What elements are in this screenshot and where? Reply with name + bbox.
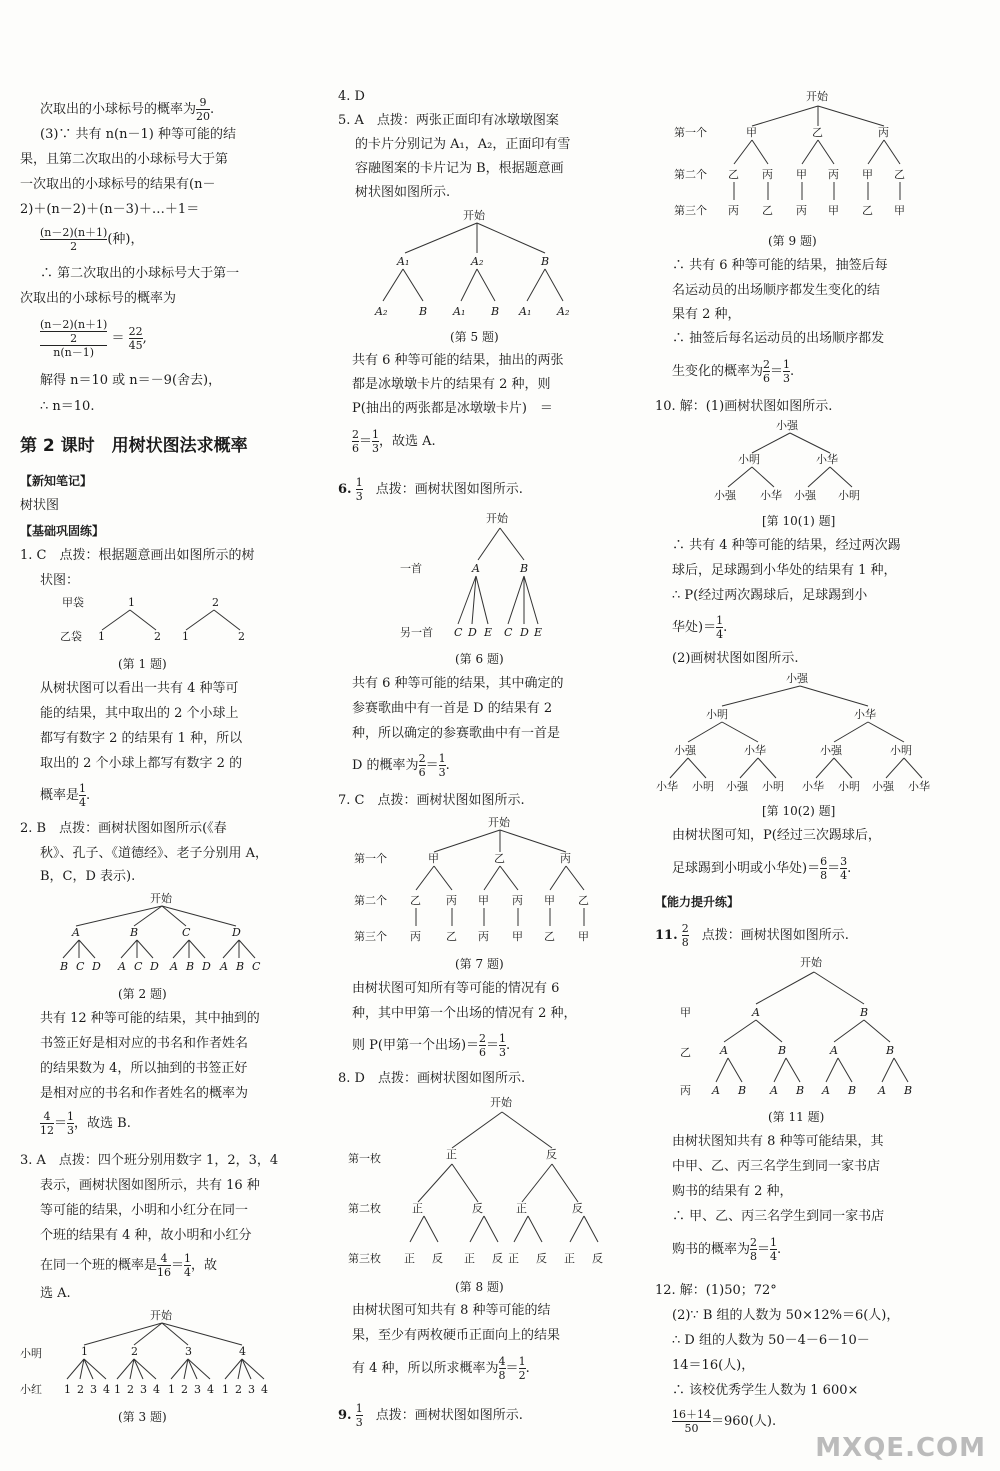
text-line: (2)∵ B 组的人数为 50×12%＝6(人)， [672, 1308, 900, 1323]
svg-text:小华: 小华 [656, 780, 678, 793]
text-line: 能的结果，其中取出的 2 个小球上 [40, 706, 239, 721]
watermark-logo: MXQE.COM [815, 1433, 986, 1463]
svg-text:小明: 小明 [762, 780, 784, 793]
question-11: 11. $\frac{2}{8}$ 点拨：画树状图如图所示. [655, 922, 849, 949]
svg-text:2: 2 [154, 630, 161, 643]
question-5: 5. A 点拨：两张正面印有冰墩墩图案 [338, 113, 559, 128]
svg-text:A: A [712, 1084, 720, 1097]
svg-text:A₁: A₁ [397, 255, 410, 268]
svg-text:3: 3 [140, 1383, 147, 1396]
svg-text:A: A [118, 960, 126, 973]
svg-text:开始: 开始 [806, 90, 828, 103]
svg-text:正: 正 [516, 1202, 527, 1215]
svg-text:甲: 甲 [680, 1006, 691, 1019]
svg-text:小明: 小明 [838, 780, 860, 793]
svg-text:小华: 小华 [908, 780, 930, 793]
svg-text:反: 反 [432, 1252, 443, 1265]
svg-text:E: E [534, 626, 543, 639]
figure-caption: (第 2 题) [118, 987, 167, 1001]
figure-caption: [第 10(1) 题] [762, 514, 836, 528]
tree-diagram-q7 [352, 812, 602, 947]
svg-text:乙: 乙 [762, 204, 773, 217]
svg-text:B: B [419, 305, 428, 318]
text-line: 共有 12 种等可能的结果，其中抽到的 [40, 1011, 260, 1026]
svg-text:A₁: A₁ [519, 305, 532, 318]
svg-text:反: 反 [472, 1202, 483, 1215]
svg-text:开始: 开始 [490, 1096, 512, 1109]
svg-text:正: 正 [508, 1252, 519, 1265]
svg-text:丙: 丙 [728, 204, 739, 217]
text-line: $\frac{2}{6}$ ＝ $\frac{1}{3}$ ，故选 A. [352, 428, 436, 455]
svg-text:A: A [752, 1006, 760, 1019]
svg-text:乙: 乙 [894, 168, 905, 181]
svg-text:B: B [738, 1084, 747, 1097]
tree-diagram-q8 [346, 1092, 606, 1272]
svg-text:开始: 开始 [488, 816, 510, 829]
text-line: D 的概率为 $\frac{2}{6}$ ＝ $\frac{1}{3}$ . [352, 752, 450, 779]
text-line: ∴ 抽签后每名运动员的出场顺序都发 [672, 331, 885, 346]
svg-text:小强: 小强 [674, 744, 696, 757]
svg-text:开始: 开始 [800, 956, 822, 969]
question-6: 6. $\frac{1}{3}$ 点拨：画树状图如图所示. [338, 476, 523, 503]
svg-text:D: D [92, 960, 101, 973]
text-line: 参赛歌曲中有一首是 D 的结果有 2 [352, 701, 553, 716]
svg-text:开始: 开始 [486, 512, 508, 525]
question-4: 4. D [338, 89, 365, 104]
svg-text:乙: 乙 [728, 168, 739, 181]
text-line: 共有 6 种等可能的结果，其中确定的 [352, 676, 564, 691]
svg-text:甲: 甲 [862, 168, 873, 181]
svg-text:E: E [484, 626, 493, 639]
svg-text:1: 1 [168, 1383, 175, 1396]
svg-text:A: A [822, 1084, 830, 1097]
svg-text:4: 4 [153, 1383, 160, 1396]
text-line: 生变化的概率为 $\frac{2}{6}$ ＝ $\frac{1}{3}$ . [672, 358, 795, 385]
svg-text:1: 1 [182, 630, 189, 643]
svg-text:第三个: 第三个 [354, 930, 387, 943]
svg-text:反: 反 [492, 1252, 503, 1265]
svg-text:1: 1 [64, 1383, 71, 1396]
text-line: ∴ 共有 4 种等可能的结果，经过两次踢 [672, 538, 901, 553]
text-line: 表示，画树状图如图所示，共有 16 种 [40, 1178, 260, 1193]
svg-text:开始: 开始 [150, 1309, 172, 1322]
text-line: 树状图如图所示. [355, 185, 451, 200]
tree-diagram-q6 [398, 508, 578, 643]
figure-caption: (第 9 题) [768, 234, 817, 248]
question-9: 9. $\frac{1}{3}$ 点拨：画树状图如图所示. [338, 1402, 523, 1429]
svg-text:正: 正 [412, 1202, 423, 1215]
svg-text:A₂: A₂ [375, 305, 388, 318]
figure-caption: (第 6 题) [455, 652, 504, 666]
svg-text:B: B [904, 1084, 913, 1097]
tree-diagram-q10-2 [650, 668, 990, 798]
svg-text:正: 正 [464, 1252, 475, 1265]
svg-text:正: 正 [564, 1252, 575, 1265]
svg-text:A: A [770, 1084, 778, 1097]
text-line: 由树状图可知共有 8 种等可能的结 [352, 1303, 551, 1318]
svg-text:丙: 丙 [680, 1084, 691, 1097]
svg-text:A: A [720, 1044, 728, 1057]
svg-text:小明: 小明 [838, 489, 860, 502]
svg-text:B: B [886, 1044, 895, 1057]
svg-text:乙: 乙 [812, 126, 823, 139]
svg-text:甲: 甲 [478, 894, 489, 907]
text-line: 足球踢到小明或小华处)＝ $\frac{6}{8}$ ＝ $\frac{3}{4}$ . [672, 855, 852, 882]
tree-diagram-q9 [672, 86, 922, 221]
text-line: $\frac{4}{12}$ ＝ $\frac{1}{3}$ ，故选 B. [40, 1110, 131, 1137]
svg-text:第一个: 第一个 [674, 126, 707, 139]
figure-caption: (第 1 题) [118, 657, 167, 671]
text-line: $\frac{16+14}{50}$ ＝960(人). [672, 1408, 777, 1435]
text-line: 则 P(甲第一个出场)＝ $\frac{2}{6}$ ＝ $\frac{1}{3}$ . [352, 1032, 511, 1059]
tree-diagram-q2 [50, 888, 280, 978]
svg-text:3: 3 [185, 1345, 192, 1358]
text-line: 选 A. [40, 1286, 71, 1301]
svg-text:A: A [220, 960, 228, 973]
text-line: 容融图案的卡片记为 B，根据题意画 [355, 161, 564, 176]
svg-text:第二枚: 第二枚 [348, 1202, 381, 1215]
svg-text:丙: 丙 [796, 204, 807, 217]
svg-text:甲: 甲 [544, 894, 555, 907]
svg-text:丙: 丙 [878, 126, 889, 139]
text-line: 等可能的结果，小明和小红分在同一 [40, 1203, 249, 1218]
svg-text:一首: 一首 [400, 562, 422, 575]
svg-text:甲: 甲 [894, 204, 905, 217]
question-10: 10. 解：(1)画树状图如图所示. [655, 399, 833, 414]
svg-text:第二个: 第二个 [354, 894, 387, 907]
svg-text:小红: 小红 [20, 1383, 42, 1396]
text-line: 都写有数字 2 的结果有 1 种，所以 [40, 731, 243, 746]
text-line: 共有 6 种等可能的结果，抽出的两张 [352, 353, 564, 368]
svg-text:小强: 小强 [726, 780, 748, 793]
svg-text:D: D [520, 626, 529, 639]
basic-practice-label: 【基础巩固练】 [20, 524, 105, 538]
svg-text:小强: 小强 [872, 780, 894, 793]
text-line: P(抽出的两张都是冰墩墩卡片) ＝ [352, 401, 553, 416]
text-line: 树状图 [20, 498, 60, 513]
svg-text:3: 3 [90, 1383, 97, 1396]
tree-diagram-q11 [678, 952, 928, 1102]
svg-text:小强: 小强 [820, 744, 842, 757]
question-8: 8. D 点拨：画树状图如图所示. [338, 1071, 526, 1086]
svg-text:1: 1 [98, 630, 105, 643]
svg-text:乙: 乙 [680, 1046, 691, 1059]
svg-text:乙: 乙 [410, 894, 421, 907]
text-line: 状图： [40, 573, 80, 588]
svg-text:甲: 甲 [746, 126, 757, 139]
svg-text:2: 2 [77, 1383, 84, 1396]
svg-text:甲: 甲 [512, 930, 523, 943]
svg-text:小华: 小华 [816, 453, 838, 466]
text-line: ∴ P(经过两次踢球后，足球踢到小 [672, 588, 868, 603]
text-line: 由树状图可知所有等可能的情况有 6 [352, 981, 560, 996]
svg-text:C: C [182, 926, 191, 939]
text-line: 14＝16(人)， [672, 1358, 755, 1373]
svg-text:A₂: A₂ [557, 305, 570, 318]
svg-text:A₂: A₂ [471, 255, 484, 268]
svg-text:丙: 丙 [762, 168, 773, 181]
svg-text:A₁: A₁ [453, 305, 466, 318]
svg-text:C: C [134, 960, 143, 973]
svg-text:丙: 丙 [410, 930, 421, 943]
text-line: 次取出的小球标号的概率为 $\frac{9}{20}$ . [40, 96, 215, 123]
text-line: ∴ 该校优秀学生人数为 1 600× [672, 1383, 859, 1398]
svg-text:甲: 甲 [828, 204, 839, 217]
svg-text:2: 2 [235, 1383, 242, 1396]
svg-text:乙: 乙 [578, 894, 589, 907]
svg-text:开始: 开始 [150, 892, 172, 905]
text-line: 中甲、乙、丙三名学生到同一家书店 [672, 1159, 881, 1174]
tree-diagram-q10-1 [700, 415, 900, 505]
text-line: ∴ 甲、乙、丙三名学生到同一家书店 [672, 1209, 885, 1224]
text-line: 2)＋(n－2)＋(n－3)＋…＋1＝ [20, 202, 200, 217]
svg-text:小强: 小强 [776, 419, 798, 432]
svg-text:C: C [454, 626, 463, 639]
text-line: ∴ n＝10. [40, 399, 95, 414]
svg-text:甲: 甲 [796, 168, 807, 181]
text-line: 的结果数为 4，所以抽到的书签正好 [40, 1061, 248, 1076]
svg-text:1: 1 [222, 1383, 229, 1396]
text-line: $\frac{(n-2)(n+1)}{2}$ (种)， [40, 226, 144, 253]
svg-text:A: A [472, 562, 480, 575]
svg-text:丙: 丙 [512, 894, 523, 907]
svg-text:第一枚: 第一枚 [348, 1152, 381, 1165]
svg-text:3: 3 [194, 1383, 201, 1396]
text-line: 华处)＝ $\frac{1}{4}$ . [672, 614, 728, 641]
svg-text:第二个: 第二个 [674, 168, 707, 181]
svg-text:反: 反 [572, 1202, 583, 1215]
text-line: 个班的结果有 4 种，故小明和小红分 [40, 1228, 252, 1243]
text-line: 名运动员的出场顺序都发生变化的结 [672, 283, 881, 298]
svg-text:B: B [186, 960, 195, 973]
text-line: 从树状图可以看出一共有 4 种等可 [40, 681, 239, 696]
text-line: ∴ 共有 6 种等可能的结果，抽签后每 [672, 258, 888, 273]
text-line: 的卡片分别记为 A₁，A₂，正面印有雪 [355, 137, 571, 152]
svg-text:4: 4 [207, 1383, 214, 1396]
svg-text:B: B [860, 1006, 869, 1019]
svg-text:4: 4 [239, 1345, 246, 1358]
svg-text:1: 1 [81, 1345, 88, 1358]
svg-text:小强: 小强 [794, 489, 816, 502]
text-line: 是相对应的书名和作者姓名的概率为 [40, 1086, 249, 1101]
text-line: (3)∵ 共有 n(n－1) 种等可能的结 [40, 127, 236, 142]
svg-text:反: 反 [546, 1148, 557, 1161]
svg-text:甲: 甲 [578, 930, 589, 943]
question-3: 3. A 点拨：四个班分别用数字 1，2，3，4 [20, 1153, 279, 1168]
svg-text:B: B [491, 305, 500, 318]
text-line: 果有 2 种， [672, 307, 741, 322]
svg-text:反: 反 [592, 1252, 603, 1265]
svg-text:甲袋: 甲袋 [62, 596, 84, 609]
text-line: (2)画树状图如图所示. [672, 651, 799, 666]
svg-text:开始: 开始 [463, 209, 485, 222]
text-line: 概率是 $\frac{1}{4}$ . [40, 782, 91, 809]
svg-text:小华: 小华 [760, 489, 782, 502]
svg-text:B: B [60, 960, 69, 973]
svg-text:正: 正 [404, 1252, 415, 1265]
svg-text:B: B [541, 255, 550, 268]
section-heading: 第 2 课时 用树状图法求概率 [20, 436, 248, 456]
text-line: 由树状图可知，P(经过三次踢球后， [672, 828, 881, 843]
svg-text:3: 3 [248, 1383, 255, 1396]
svg-text:另一首: 另一首 [400, 626, 433, 639]
svg-text:D: D [468, 626, 477, 639]
svg-text:2: 2 [238, 630, 245, 643]
text-line: 种，所以确定的参赛歌曲中有一首是 [352, 726, 561, 741]
svg-text:小华: 小华 [744, 744, 766, 757]
svg-text:乙: 乙 [446, 930, 457, 943]
text-line: ∴ D 组的人数为 50－4－6－10－ [672, 1333, 870, 1348]
question-2: 2. B 点拨：画树状图如图所示(《春 [20, 821, 227, 836]
tree-diagram-q1 [40, 592, 290, 652]
svg-text:A: A [878, 1084, 886, 1097]
text-line: 都是冰墩墩卡片的结果有 2 种，则 [352, 377, 551, 392]
svg-text:小明: 小明 [692, 780, 714, 793]
tree-diagram-q5 [365, 205, 595, 325]
figure-caption: (第 7 题) [455, 957, 504, 971]
text-line: 购书的结果有 2 种， [672, 1184, 793, 1199]
figure-caption: [第 10(2) 题] [762, 804, 836, 818]
svg-text:C: C [76, 960, 85, 973]
svg-text:小明: 小明 [20, 1347, 42, 1360]
figure-caption: (第 11 题) [768, 1110, 825, 1124]
text-line: 果，且第二次取出的小球标号大于第 [20, 152, 229, 167]
svg-text:A: A [830, 1044, 838, 1057]
svg-text:乙: 乙 [544, 930, 555, 943]
svg-text:2: 2 [212, 596, 219, 609]
text-line: 种，其中甲第一个出场的情况有 2 种， [352, 1006, 577, 1021]
text-line: 在同一个班的概率是 $\frac{4}{16}$ ＝ $\frac{1}{4}$ ，故 [40, 1252, 218, 1279]
svg-text:4: 4 [261, 1383, 268, 1396]
svg-text:D: D [202, 960, 211, 973]
svg-text:丙: 丙 [446, 894, 457, 907]
svg-text:乙袋: 乙袋 [60, 630, 82, 643]
svg-text:B: B [520, 562, 529, 575]
svg-text:B: B [848, 1084, 857, 1097]
text-line: 取出的 2 个小球上都写有数字 2 的 [40, 756, 243, 771]
text-line: 一次取出的小球标号的结果有(n－ [20, 177, 216, 192]
text-line: 由树状图知共有 8 种等可能结果，其 [672, 1134, 884, 1149]
new-note-label: 【新知笔记】 [20, 474, 93, 488]
svg-text:丙: 丙 [828, 168, 839, 181]
question-12: 12. 解：(1)50；72° [655, 1283, 777, 1298]
figure-caption: (第 8 题) [455, 1280, 504, 1294]
svg-text:小华: 小华 [854, 708, 876, 721]
svg-text:D: D [232, 926, 241, 939]
svg-text:小强: 小强 [786, 672, 808, 685]
fraction-expression: (n－2)(n＋1) 2 n(n－1) ＝ $\frac{22}{45}$ , [40, 318, 147, 359]
tree-diagram-q3 [20, 1305, 290, 1400]
svg-text:4: 4 [103, 1383, 110, 1396]
svg-text:小华: 小华 [802, 780, 824, 793]
svg-text:小明: 小明 [706, 708, 728, 721]
svg-text:正: 正 [446, 1148, 457, 1161]
svg-text:1: 1 [128, 596, 135, 609]
svg-text:乙: 乙 [862, 204, 873, 217]
svg-text:第三枚: 第三枚 [348, 1252, 381, 1265]
text-line: B，C，D 表示). [40, 869, 136, 884]
text-line: 球后，足球踢到小华处的结果有 1 种， [672, 563, 897, 578]
svg-text:A: A [72, 926, 80, 939]
svg-text:A: A [170, 960, 178, 973]
text-line: 解得 n＝10 或 n＝－9(舍去)， [40, 373, 222, 388]
svg-text:反: 反 [536, 1252, 547, 1265]
svg-text:小明: 小明 [738, 453, 760, 466]
svg-text:C: C [504, 626, 513, 639]
ability-practice-label: 【能力提升练】 [655, 895, 740, 909]
text-line: ∴ 第二次取出的小球标号大于第一 [40, 266, 240, 281]
svg-text:2: 2 [127, 1383, 134, 1396]
svg-text:丙: 丙 [478, 930, 489, 943]
svg-text:C: C [252, 960, 261, 973]
svg-text:乙: 乙 [494, 852, 505, 865]
svg-text:小强: 小强 [714, 489, 736, 502]
svg-text:1: 1 [114, 1383, 121, 1396]
text-line: 秋》、孔子、《道德经》、老子分别用 A， [40, 846, 269, 861]
svg-text:第一个: 第一个 [354, 852, 387, 865]
question-1: 1. C 点拨：根据题意画出如图所示的树 [20, 548, 255, 563]
svg-text:第三个: 第三个 [674, 204, 707, 217]
text-line: 购书的概率为 $\frac{2}{8}$ ＝ $\frac{1}{4}$ . [672, 1236, 782, 1263]
text-line: 书签正好是相对应的书名和作者姓名 [40, 1036, 249, 1051]
svg-text:D: D [150, 960, 159, 973]
svg-text:B: B [236, 960, 245, 973]
svg-text:B: B [778, 1044, 787, 1057]
text-line: 果，至少有两枚硬币正面向上的结果 [352, 1328, 561, 1343]
svg-text:B: B [796, 1084, 805, 1097]
svg-text:小明: 小明 [890, 744, 912, 757]
svg-text:丙: 丙 [560, 852, 571, 865]
svg-text:甲: 甲 [428, 852, 439, 865]
svg-text:2: 2 [131, 1345, 138, 1358]
question-7: 7. C 点拨：画树状图如图所示. [338, 793, 525, 808]
figure-caption: (第 3 题) [118, 1410, 167, 1424]
text-line: 有 4 种，所以所求概率为 $\frac{4}{8}$ ＝ $\frac{1}{2}$ . [352, 1355, 530, 1382]
text-line: 次取出的小球标号的概率为 [20, 291, 177, 306]
svg-text:B: B [130, 926, 139, 939]
figure-caption: (第 5 题) [450, 330, 499, 344]
svg-text:2: 2 [181, 1383, 188, 1396]
